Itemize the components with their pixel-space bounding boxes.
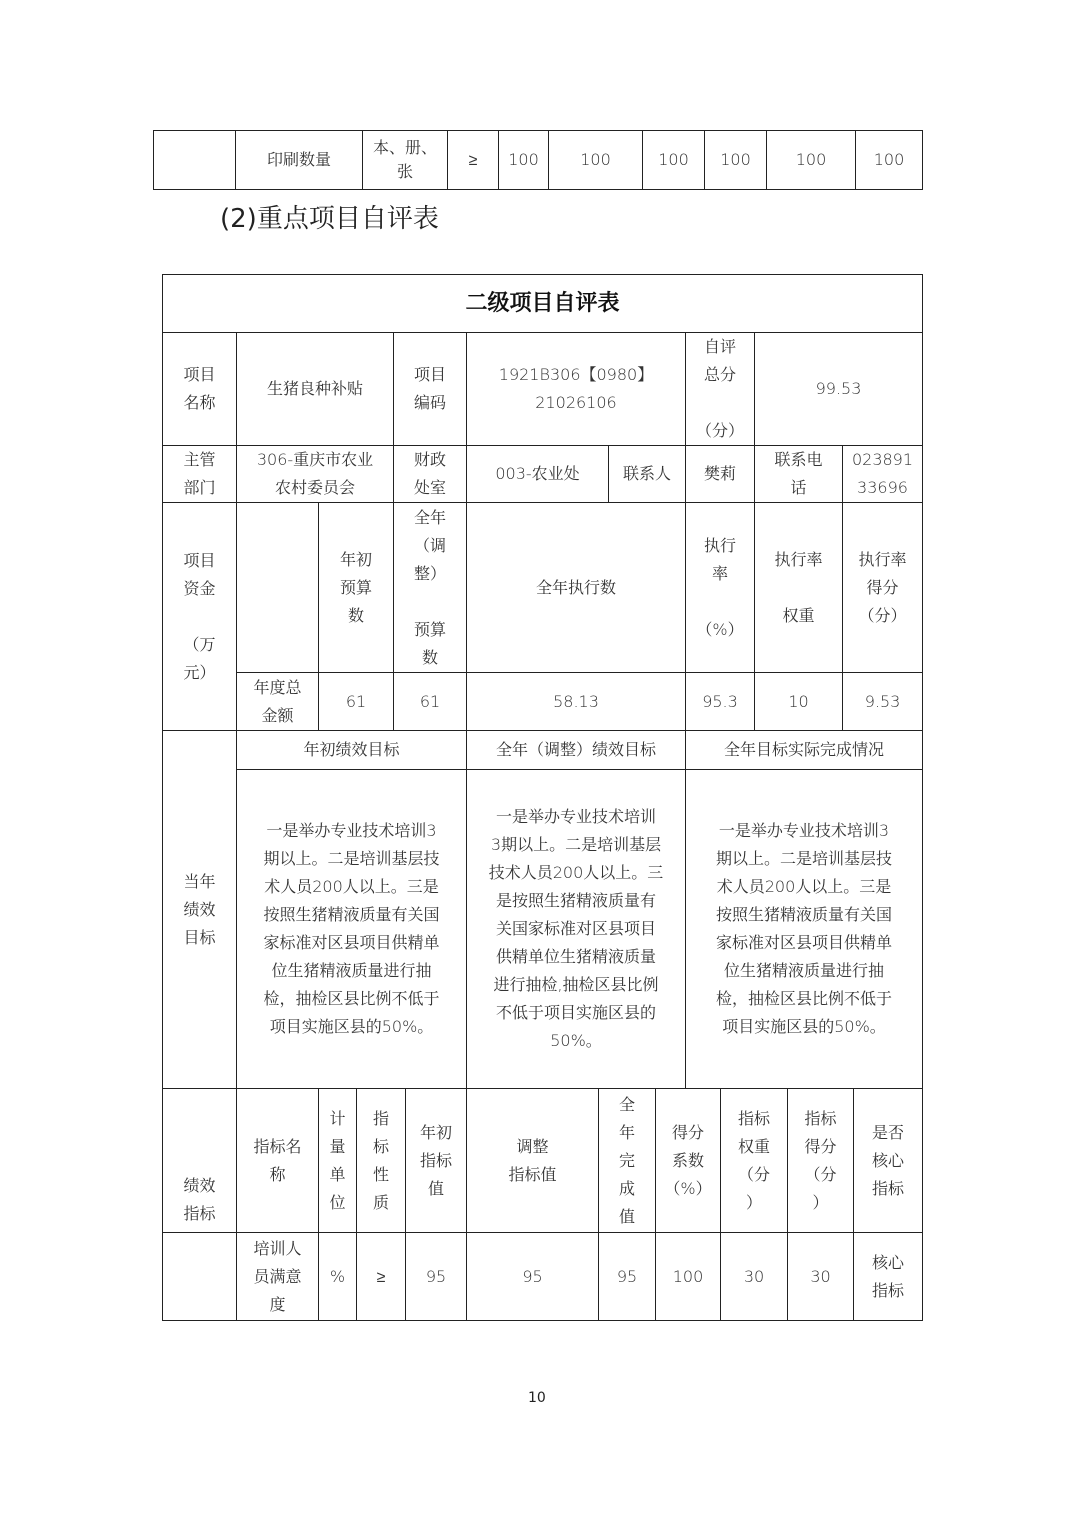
indicators-label: 绩效 指标 [162,1088,237,1233]
funds-header: 执行率 得分 （分） [842,502,923,673]
funds-header: 全年执行数 [466,502,686,673]
page-number: 10 [528,1390,546,1406]
indicator-header: 指 标 性 质 [356,1088,406,1233]
funds-cell: 10 [754,672,843,731]
indicator-cell: 培训人 员满意 度 [236,1232,319,1321]
goals-text: 一是举办专业技术培训 3期以上。二是培训基层 技术人员200人以上。三 是按照生猪精液质量有 关国家标准对区县项目 供精单位生猪精液质量 进行抽检,抽检区县比例 不低于项目实施区县的 50%。 [466,769,686,1089]
indicator-cell: ≥ [356,1232,406,1321]
funds-label: 项目 资金 （万 元） [162,502,237,731]
section-heading: (2)重点项目自评表 [220,204,439,234]
table-cell: 本、册、 张 [362,130,448,190]
project-name-label: 项目 名称 [162,332,237,446]
indicator-cell: % [318,1232,357,1321]
goals-header: 全年（调整）绩效目标 [466,730,686,770]
table-cell: ≥ [447,130,499,190]
self-score-label: 自评 总分 （分） [685,332,755,446]
table-cell: 100 [855,130,923,190]
indicator-cell: 30 [720,1232,788,1321]
indicator-header: 是否 核心 指标 [853,1088,923,1233]
indicator-header: 年初 指标 值 [405,1088,467,1233]
funds-header: 年初 预算 数 [318,502,394,673]
dept: 306-重庆市农业 农村委员会 [236,445,394,503]
goals-label: 当年 绩效 目标 [162,730,237,1089]
indicator-header: 得分 系数 （%） [655,1088,721,1233]
project-code-label: 项目 编码 [393,332,467,446]
indicator-header: 计 量 单 位 [318,1088,357,1233]
indicator-cell: 30 [787,1232,854,1321]
funds-header [236,502,319,673]
indicator-header: 指标 得分 （分 ） [787,1088,854,1233]
indicator-header: 调整 指标值 [466,1088,599,1233]
phone: 023891 33696 [842,445,923,503]
funds-header: 执行 率 （%） [685,502,755,673]
indicator-header: 指标 权重 （分 ） [720,1088,788,1233]
office-label: 财政 处室 [393,445,467,503]
funds-header: 执行率 权重 [754,502,843,673]
table-cell [153,130,236,190]
table-cell: 100 [766,130,856,190]
table-cell: 100 [704,130,767,190]
contact-label: 联系人 [608,445,686,503]
funds-header: 全年 （调 整） 预算 数 [393,502,467,673]
indicator-cell: 95 [405,1232,467,1321]
funds-cell: 95.3 [685,672,755,731]
funds-cell: 61 [318,672,394,731]
table-cell: 印刷数量 [235,130,363,190]
funds-cell: 61 [393,672,467,731]
contact: 樊莉 [685,445,755,503]
indicator-header: 指标名 称 [236,1088,319,1233]
funds-cell: 58.13 [466,672,686,731]
goals-header: 全年目标实际完成情况 [685,730,923,770]
indicator-cell: 95 [466,1232,599,1321]
indicator-cell: 核心 指标 [853,1232,923,1321]
indicator-cell: 95 [598,1232,656,1321]
table-cell: 100 [642,130,705,190]
funds-cell: 9.53 [842,672,923,731]
table-title: 二级项目自评表 [162,274,923,333]
table-cell: 100 [548,130,643,190]
project-name: 生猪良种补贴 [236,332,394,446]
indicator-header: 全 年 完 成 值 [598,1088,656,1233]
indicator-cell: 100 [655,1232,721,1321]
office: 003-农业处 [466,445,609,503]
phone-label: 联系电 话 [754,445,843,503]
goals-text: 一是举办专业技术培训3 期以上。二是培训基层技 术人员200人以上。三是 按照生猪精液质量有关国 家标准对区县项目供精单 位生猪精液质量进行抽 检，抽检区县比例不低于 项目实施区县的50%。 [236,769,467,1089]
goals-text: 一是举办专业技术培训3 期以上。二是培训基层技 术人员200人以上。三是 按照生猪精液质量有关国 家标准对区县项目供精单 位生猪精液质量进行抽 检，抽检区县比例不低于 项目实施区县的50%。 [685,769,923,1089]
self-score: 99.53 [754,332,923,446]
indicator-cell [162,1232,237,1321]
funds-cell: 年度总 金额 [236,672,319,731]
project-code: 1921B306【0980】 21026106 [466,332,686,446]
goals-header: 年初绩效目标 [236,730,467,770]
table-cell: 100 [498,130,549,190]
dept-label: 主管 部门 [162,445,237,503]
